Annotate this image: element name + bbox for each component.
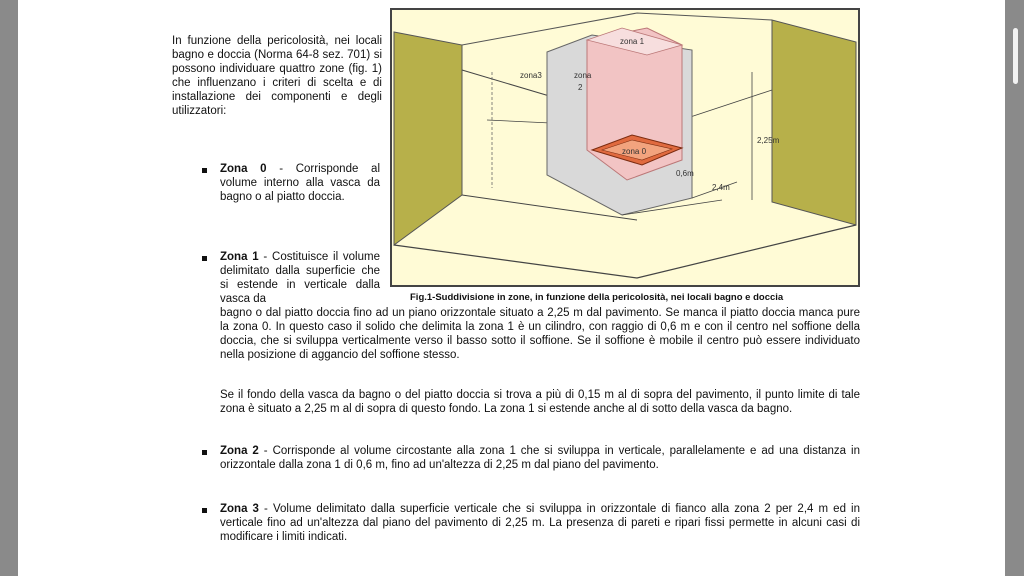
label-0-6m: 0,6m (676, 169, 694, 178)
zona2-title: Zona 2 (220, 445, 259, 457)
label-zona2-b: 2 (578, 83, 583, 92)
label-zona1: zona 1 (620, 37, 645, 46)
zona2-text: - Corrisponde al volume circostante alla zona 1 che si sviluppa in verticale, parallelamente e ad una distanza in orizzontale dalla zona 1 di 0,6 m, fino ad un'altezza di 2,25 m dal piano del pavimento. (220, 445, 860, 471)
scrollbar-track[interactable] (1005, 0, 1024, 576)
scrollbar-thumb[interactable] (1013, 28, 1018, 84)
zona3-text: - Volume delimitato dalla superficie verticale che si sviluppa in orizzontale di fianco alla zona 2 per 2,4 m ed in verticale fino ad un'altezza dal piano del pavimento di 2,25 m. La presenza di pareti e ripari fissi permette in alcuni casi di modificare i limiti indicati. (220, 503, 861, 543)
zona3-title: Zona 3 (220, 503, 259, 515)
document-page (18, 0, 1005, 576)
list-item-zona3 (220, 502, 860, 544)
zona1-title: Zona 1 (220, 251, 259, 263)
label-2-4m: 2,4m (712, 183, 730, 192)
zones-figure (390, 8, 860, 287)
zona1-text-start: - Costituisce il volume delimitato dalla superficie che si estende in verticale dalla vasca da (220, 251, 380, 305)
label-height: 2,25m (757, 136, 780, 145)
bullet-zona1 (202, 256, 207, 261)
list-item-zona0 (220, 162, 380, 204)
label-zona3: zona3 (520, 71, 542, 80)
zona0-title: Zona 0 (220, 163, 267, 175)
label-zona2-a: zona (574, 71, 592, 80)
bullet-zona0 (202, 168, 207, 173)
list-item-zona2 (220, 444, 860, 472)
zona0-text: - Corrisponde al volume interno alla vasca da bagno o al piatto doccia. (220, 163, 380, 203)
list-item-zona1 (220, 250, 380, 306)
bullet-zona2 (202, 450, 207, 455)
zona1-continuation: bagno o dal piatto doccia fino ad un piano orizzontale situato a 2,25 m dal pavimento. Se manca il piatto doccia manca pure la zona 0. In questo caso il solido che delimita la zona 1 è un cilindro, con raggio di 0,6 m e con il centro nel soffione della doccia, che si sviluppa verticalmente verso il basso sotto il soffione. Se il soffione è mobile il centro può essere individuato nella posizione di aggancio del soffione stesso. (220, 307, 860, 361)
zona1-extra-paragraph: Se il fondo della vasca da bagno o del piatto doccia si trova a più di 0,15 m al di sopra del pavimento, il punto limite di tale zona è situato a 2,25 m al di sopra di questo fondo. La zona 1 si estende anche al di sotto della vasca da bagno. (220, 389, 860, 415)
figure-caption: Fig.1-Suddivisione in zone, in funzione della pericolosità, nei locali bagno e doccia (410, 292, 784, 303)
bathroom-zones-diagram (392, 10, 858, 285)
label-zona0: zona 0 (622, 147, 647, 156)
bullet-zona3 (202, 508, 207, 513)
intro-paragraph: In funzione della pericolosità, nei locali bagno e doccia (Norma 64-8 sez. 701) si possono individuare quattro zone (fig. 1) che influenzano i criteri di scelta e di installazione dei componenti e degli utilizzatori: (172, 35, 382, 117)
